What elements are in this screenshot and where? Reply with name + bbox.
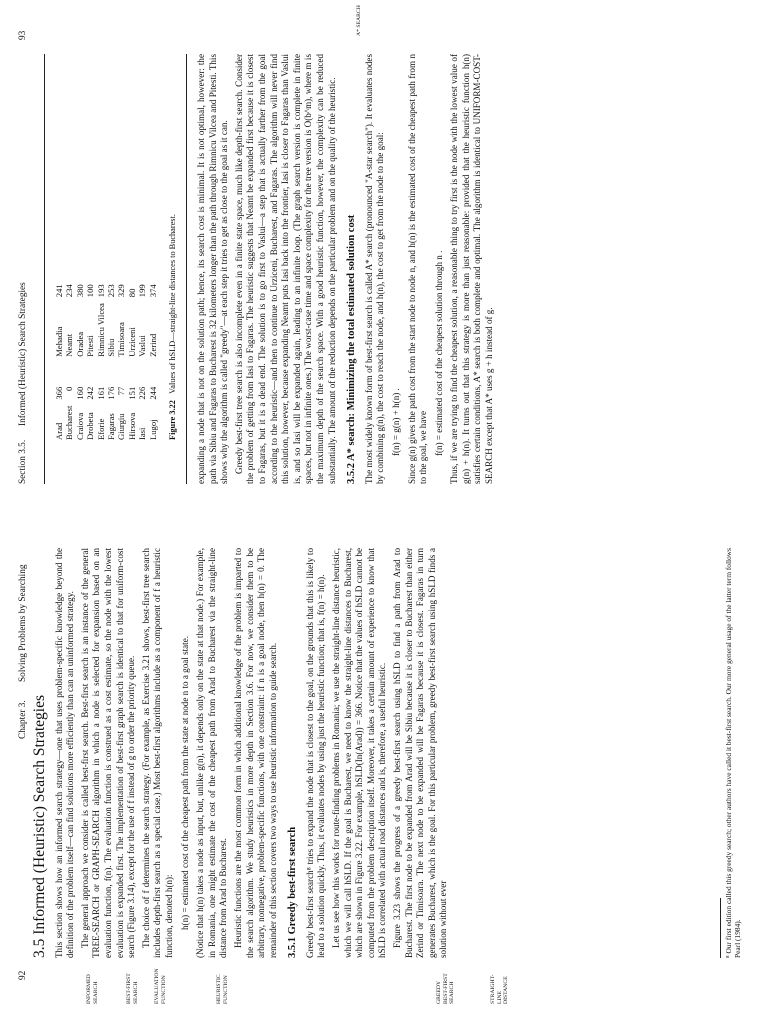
- distance-value: 77: [116, 386, 127, 396]
- margin-note-greedy-best-first: GREEDY BEST-FIRST SEARCH: [436, 973, 456, 1004]
- chapter-title: Solving Problems by Searching: [18, 564, 28, 682]
- city-name: Sibiu: [106, 338, 117, 357]
- city-name: Giurgiu: [116, 413, 127, 440]
- distance-value: 241: [54, 284, 64, 298]
- distance-value: 366: [54, 386, 64, 400]
- paragraph: This section shows how an informed search strategy—one that uses problem-specific knowledge beyond the definition of the problem itself—can find solutions more efficiently than can an uninformed strategy.: [53, 548, 76, 958]
- figure-label: Figure 3.22: [168, 400, 177, 440]
- subsection-title: 3.5.1 Greedy best-first search: [287, 826, 299, 958]
- distance-value: 151: [126, 386, 137, 400]
- table-row: [148, 278, 158, 440]
- city-name: Hirsova: [126, 412, 137, 440]
- table-row: [54, 278, 64, 440]
- section-header-title: Informed (Heuristic) Search Strategies: [18, 282, 28, 426]
- margin-note-evaluation-function: EVALUATION FUNCTION: [154, 968, 167, 1004]
- city-name: Iasi: [137, 427, 148, 440]
- city-name: Arad: [54, 422, 64, 440]
- paragraph: Since g(n) gives the path cost from the start node to node n, and h(n) is the estimated cost of the cheapest path from n to the goal, we have: [406, 54, 429, 484]
- footnote: ⁸ Our first edition called this greedy search; other authors have called it best-first search. Our more general usage of the latter term follows Pearl (1984).: [724, 548, 742, 958]
- paragraph: The general approach we consider is called best-first search. Best-first search is an instance of the general TREE-SEARCH or GRAPH-SEARCH algorithm in which a node is selected for expansion based on an evaluation function, f(n). The evaluation function is construed as a cost estimate, so the node with the lowest evaluation is expanded first. The implementation of best-first graph search is identical to that for uniform-cost search (Figure 3.14), except for the use of f instead of g to order the priority queue.: [79, 548, 137, 958]
- paragraph: (Notice that h(n) takes a node as input, but, unlike g(n), it depends only on the state at that node.) For example, in Romania, one might estimate the cost of the cheapest path from Arad to Bucharest via the straight-line distance from Arad to Bucharest.: [195, 548, 229, 958]
- paragraph: Thus, if we are trying to find the cheapest solution, a reasonable thing to try first is the node with the lowest value of g(n) + h(n). It turns out that this strategy is more than just reasonable: provided that the heuristic function h(n) satisfies certain conditions, A* search is both complete and optimal. The algorithm is identical to UNIFORM-COST-SEARCH except that A* uses g + h instead of g.: [449, 54, 495, 484]
- distance-value: 193: [95, 284, 106, 298]
- table-row: [75, 278, 85, 440]
- city-name: Mehadia: [54, 326, 64, 357]
- distance-value: 160: [74, 386, 85, 400]
- distance-value: 80: [126, 288, 137, 298]
- equation: h(n) = estimated cost of the cheapest path from the state at node n to a goal state.: [179, 635, 190, 930]
- paragraph: Let us see how this works for route-finding problems in Romania; we use the straight-line distance heuristic, which we will call hSLD. If the goal is Bucharest, we need to know the straight-line distances to Bucharest, which are shown in Figure 3.22. For example, hSLD(In(Arad)) = 366. Notice that the values of hSLD cannot be computed from the problem description itself. Moreover, it takes a certain amount of experience to know that hSLD is correlated with actual road distances and is, therefore, a useful heuristic.: [331, 548, 388, 958]
- margin-note-straight-line-distance: STRAIGHT-LINE DISTANCE: [490, 974, 510, 1004]
- figure-caption-text: Values of hSLD—straight-line distances to Bucharest.: [168, 214, 177, 394]
- page-number: 92: [18, 970, 28, 980]
- figure-caption: [168, 60, 177, 440]
- left-page: [0, 512, 768, 1024]
- distance-value: 374: [147, 284, 158, 298]
- distance-value: 199: [137, 284, 148, 298]
- chapter-label: Chapter 3.: [18, 700, 28, 739]
- paragraph: The most widely known form of best-first search is called A* search (pronounced "A-star search"). It evaluates nodes by combining g(n), the cost to reach the node, and h(n), the cost to get from the node to the goal:: [363, 54, 386, 484]
- table-row: [96, 278, 106, 440]
- distance-value: 176: [106, 386, 117, 400]
- distance-value: 244: [147, 386, 158, 400]
- distance-value: 253: [106, 284, 117, 298]
- distance-value: 226: [137, 386, 148, 400]
- city-name: Bucharest: [64, 405, 75, 440]
- city-name: Timisoara: [116, 322, 127, 357]
- paragraph: The choice of f determines the search strategy. (For example, as Exercise 3.21 shows, best-first tree search includes depth-first search as a special case.) Most best-first algorithms include as a component of f a heuristic function, denoted h(n):: [140, 548, 174, 958]
- distance-value: 0: [64, 386, 75, 392]
- city-name: Drobeta: [85, 412, 96, 440]
- margin-note-informed-search: INFORMED SEARCH: [86, 974, 99, 1004]
- right-body: [196, 54, 499, 484]
- city-name: Neamt: [64, 333, 75, 357]
- city-name: Pitesti: [85, 335, 96, 357]
- paragraph: Greedy best-first search⁸ tries to expand the node that is closest to the goal, on the grounds that this is likely to lead to a solution quickly. Thus, it evaluates nodes by using just the heuristic function; that is, f(n) = h(n).: [304, 548, 327, 958]
- distance-value: 100: [85, 284, 96, 298]
- distance-value: 242: [85, 386, 96, 400]
- margin-note-a-star-search: A* SEARCH: [356, 5, 362, 36]
- distance-value: 329: [116, 284, 127, 298]
- section-label: Section 3.5.: [18, 439, 28, 484]
- figure-rule-bottom: [186, 54, 187, 484]
- table-row: [64, 278, 74, 440]
- distance-value: 161: [95, 386, 106, 400]
- table-row: [85, 278, 95, 440]
- figure-rule-top: [44, 54, 45, 484]
- margin-note-heuristic-function: HEURISTIC FUNCTION: [216, 974, 229, 1004]
- paragraph: expanding a node that is not on the solution path; hence, its search cost is minimal. It is not optimal, however: the path via Sibiu and Fagaras to Bucharest is 32 kilometers longer than the path through Rimnicu Vilcea and Pitesti. This shows why the algorithm is called "greedy"—at each step it tries to get as close to the goal as it can.: [196, 54, 230, 484]
- table-row: [106, 278, 116, 440]
- equation: f(n) = estimated cost of the cheapest solution through n .: [433, 250, 444, 456]
- footnote-rule: [720, 898, 721, 958]
- distance-value: 234: [64, 284, 75, 298]
- city-name: Vaslui: [137, 335, 148, 357]
- city-name: Fagaras: [106, 413, 117, 440]
- city-name: Rimnicu Vilcea: [95, 303, 106, 357]
- city-name: Lugoj: [147, 419, 158, 440]
- city-name: Eforie: [95, 418, 106, 440]
- paragraph: Heuristic functions are the most common form in which additional knowledge of the problem is imparted to the search algorithm. We study heuristics in more depth in Section 3.6. For now, we consider them to be arbitrary, nonnegative, problem-specific functions, with one constraint: if n is a goal node, then h(n) = 0. The remainder of this section covers two ways to use heuristic information to guide search.: [232, 548, 278, 958]
- table-row: [127, 278, 137, 440]
- paragraph: Figure 3.23 shows the progress of a greedy best-first search using hSLD to find a path from Arad to Bucharest. The first node to be expanded from Arad will be Sibiu because it is closer to Bucharest than either Zerind or Timisoara. The next node to be expanded will be Fagaras because it is closest. Fagaras in turn generates Bucharest, which is the goal. For this particular problem, greedy best-first search using hSLD finds a solution without ever: [392, 548, 449, 958]
- page-number: 93: [18, 30, 28, 40]
- sld-table: [54, 278, 158, 440]
- city-name: Zerind: [147, 333, 158, 357]
- table-row: [116, 278, 126, 440]
- margin-note-best-first-search: BEST-FIRST SEARCH: [126, 973, 139, 1004]
- city-name: Oradea: [74, 331, 85, 357]
- subsection-title: 3.5.2 A* search: Minimizing the total estimated solution cost: [346, 214, 358, 484]
- city-name: Craiova: [74, 412, 85, 440]
- equation: f(n) = g(n) + h(n) .: [390, 388, 401, 456]
- section-title: 3.5 Informed (Heuristic) Search Strategies: [31, 695, 48, 958]
- distance-value: 380: [74, 284, 85, 298]
- paragraph: Greedy best-first tree search is also incomplete even in a finite state space, much like depth-first search. Consider the problem of getting from Iasi to Fagaras. The heuristic suggests that Neamt be expanded first because it is closest to Fagaras, but it is a dead end. The solution is to go first to Vaslui—a step that is actually farther from the goal according to the heuristic—and then to continue to Urziceni, Bucharest, and Fagaras. The algorithm will never find this solution, however, because expanding Neamt puts Iasi back into the frontier, Iasi is closer to Fagaras than Vaslui is, and so Iasi will be expanded again, leading to an infinite loop. (The graph search version is complete in finite spaces, but not in infinite ones.) The worst-case time and space complexity for the tree version is O(b^m), where m is the maximum depth of the search space. With a good heuristic function, however, the complexity can be reduced substantially. The amount of the reduction depends on the particular problem and on the quality of the heuristic.: [233, 54, 337, 484]
- left-body: [31, 548, 453, 958]
- city-name: Urziceni: [126, 327, 137, 357]
- table-row: [137, 278, 147, 440]
